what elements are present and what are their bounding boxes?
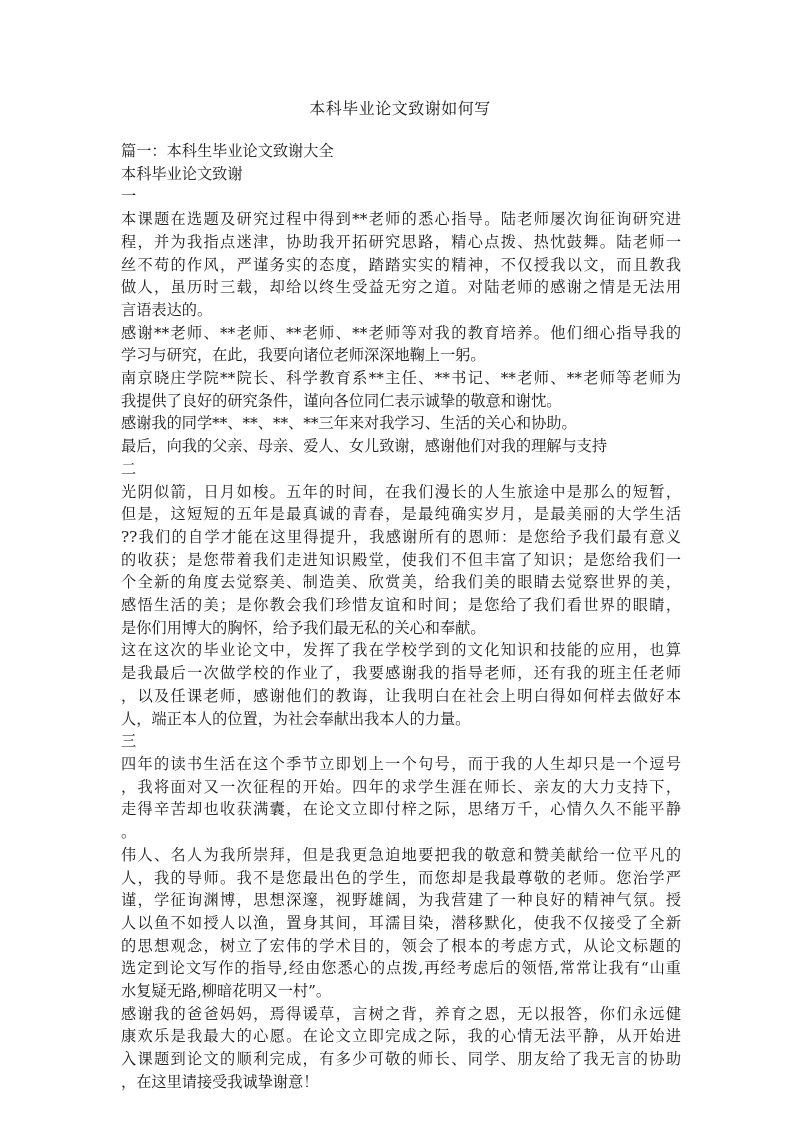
text-line: 一 — [121, 187, 137, 206]
text-line: ，在这里请接受我诚挚谢意！ — [121, 1072, 319, 1091]
text-line: 感谢我的爸爸妈妈，焉得谖草，言树之背，养育之恩，无以报答，你们永远健 — [121, 1004, 681, 1023]
text-line: 是我最后一次做学校的作业了，我要感谢我的指导老师，还有我的班主任老师 — [121, 664, 681, 683]
text-line: 学习与研究，在此，我要向诸位老师深深地鞠上一躬。 — [121, 346, 486, 365]
text-line: 二 — [121, 459, 137, 478]
text-line: 的收获；是您带着我们走进知识殿堂，使我们不但丰富了知识；是您给我们一 — [121, 550, 681, 569]
text-line: 篇一：本科生毕业论文致谢大全 — [121, 142, 334, 160]
text-line: 这在这次的毕业论文中，发挥了我在学校学到的文化知识和技能的应用，也算 — [121, 641, 681, 660]
text-line: 感谢**老师、**老师、**老师、**老师等对我的教育培养。他们细心指导我的 — [121, 323, 681, 342]
text-line: 四年的读书生活在这个季节立即划上一个句号，而于我的人生却只是一个逗号 — [121, 754, 681, 773]
text-line: 南京晓庄学院**院长、科学教育系**主任、**书记、**老师、**老师等老师为 — [121, 369, 681, 388]
text-line: 走得辛苦却也收获满囊，在论文立即付梓之际，思绪万千，心情久久不能平静 — [121, 800, 681, 819]
text-line: 选定到论文写作的指导,经由您悉心的点拨,再经考虑后的领悟,常常让我有“山重 — [121, 959, 681, 978]
text-line: 做人，虽历时三载，却给以终生受益无穷之道。对陆老师的感谢之情是无法用 — [121, 278, 681, 297]
text-line: 的思想观念，树立了宏伟的学术目的，领会了根本的考虑方式，从论文标题的 — [121, 936, 681, 955]
text-line: 康欢乐是我最大的心愿。在论文立即完成之际，我的心情无法平静，从开始进 — [121, 1027, 681, 1046]
text-line: 我提供了良好的研究条件，谨向各位同仁表示诚挚的敬意和谢忱。 — [121, 391, 562, 410]
text-line: 。 — [121, 823, 137, 842]
text-line: 伟人、名人为我所崇拜，但是我更急迫地要把我的敬意和赞美献给一位平凡的 — [121, 845, 681, 864]
text-line: 三 — [121, 732, 137, 751]
text-line: 本课题在选题及研究过程中得到**老师的悉心指导。陆老师屡次询征询研究进 — [121, 210, 681, 229]
text-line: 谨，学征询渊博，思想深邃，视野雄阔，为我营建了一种良好的精神气氛。授 — [121, 891, 681, 910]
text-line: 人，我的导师。我不是您最出色的学生，而您却是我最尊敬的老师。您治学严 — [121, 868, 681, 887]
text-line: 是你们用博大的胸怀，给予我们最无私的关心和奉献。 — [121, 618, 486, 637]
text-line: ，我将面对又一次征程的开始。四年的求学生涯在师长、亲友的大力支持下， — [121, 777, 681, 796]
text-line: 人以鱼不如授人以渔，置身其间，耳濡目染，潜移默化，使我不仅接受了全新 — [121, 913, 681, 932]
text-line: ??我们的自学才能在这里得提升，我感谢所有的恩师：是您给予我们最有意义 — [121, 527, 681, 546]
text-line: 程，并为我指点迷津，协助我开拓研究思路，精心点拨、热忱鼓舞。陆老师一 — [121, 232, 681, 251]
document-body — [121, 140, 681, 1094]
text-line: 丝不苟的作风，严谨务实的态度，踏踏实实的精神，不仅授我以文，而且教我 — [121, 255, 681, 274]
text-line: 本科毕业论文致谢 — [121, 164, 243, 183]
text-line: ，以及任课老师，感谢他们的教诲，让我明白在社会上明白得如何样去做好本 — [121, 686, 681, 705]
text-line: 水复疑无路,柳暗花明又一村”。 — [121, 982, 332, 1001]
text-line: 最后，向我的父亲、母亲、爱人、女儿致谢，感谢他们对我的理解与支持 — [121, 437, 607, 456]
text-line: 感谢我的同学**、**、**、**三年来对我学习、生活的关心和协助。 — [121, 414, 577, 433]
text-line: 入课题到论文的顺利完成，有多少可敬的师长、同学、朋友给了我无言的协助 — [121, 1050, 681, 1069]
text-line: 人，端正本人的位置，为社会奉献出我本人的力量。 — [121, 709, 471, 728]
text-line: 但是，这短短的五年是最真诚的青春，是最纯确实岁月，是最美丽的大学生活 — [121, 505, 681, 524]
document-title: 本科毕业论文致谢如何写 — [309, 99, 491, 118]
text-line: 个全新的角度去觉察美、制造美、欣赏美，给我们美的眼睛去觉察世界的美， — [121, 573, 681, 592]
text-line: 感悟生活的美；是你教会我们珍惜友谊和时间；是您给了我们看世界的眼睛， — [121, 596, 681, 615]
text-line: 光阴似箭，日月如梭。五年的时间，在我们漫长的人生旅途中是那么的短暂， — [121, 482, 681, 501]
text-line: 言语表达的。 — [121, 300, 213, 319]
